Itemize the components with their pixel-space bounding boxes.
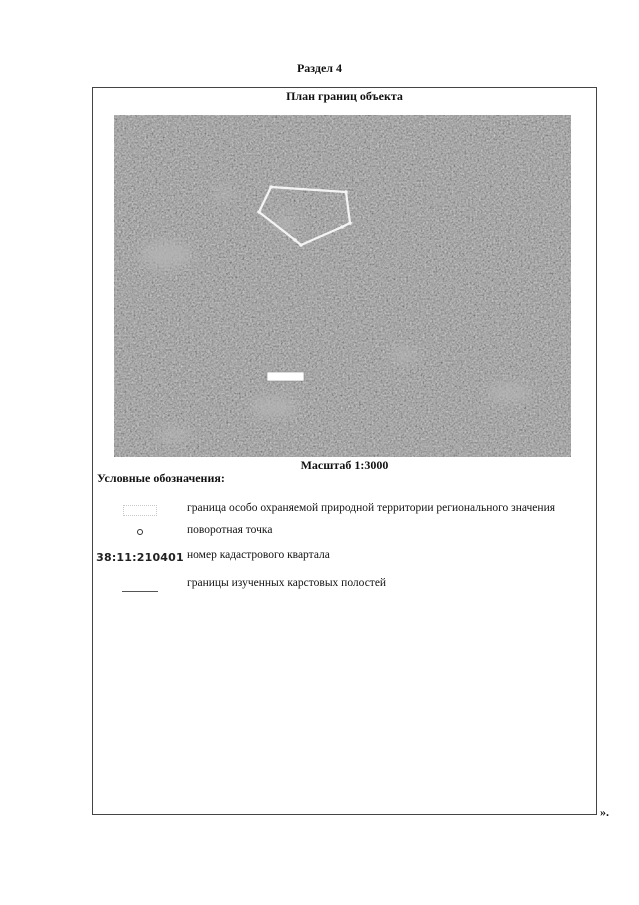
map-scale: Масштаб 1:3000 [300, 458, 389, 472]
legend-item-turning-point [92, 522, 582, 542]
legend-item-quarter-number [92, 547, 582, 567]
legend-label: граница особо охраняемой природной территории регионального значения [187, 502, 556, 514]
legend-label: номер кадастрового квартала [187, 549, 330, 561]
karst-line-symbol [100, 575, 180, 595]
quarter-number-symbol [96, 547, 184, 567]
turning-point [257, 210, 261, 214]
solid-line-icon [122, 591, 158, 592]
closing-mark: ». [600, 805, 609, 819]
turning-point [344, 190, 348, 194]
turning-point [299, 243, 303, 247]
satellite-map [114, 115, 571, 457]
turning-point [269, 185, 273, 189]
legend-item-karst [92, 575, 582, 595]
circle-point-icon [137, 529, 143, 535]
quarter-label-box [267, 372, 304, 381]
quarter-number-sample: 38:11:210401 [96, 550, 184, 564]
dotted-boundary-icon [123, 505, 157, 516]
boundary-line-symbol [100, 500, 180, 520]
legend-item-boundary [92, 500, 582, 520]
legend-label: поворотная точка [187, 524, 273, 536]
legend-label: границы изученных карстовых полостей [187, 577, 387, 589]
turning-point [348, 221, 352, 225]
turning-point [293, 238, 297, 242]
forest-texture [114, 115, 571, 457]
section-title: Раздел 4 [296, 61, 343, 75]
turning-point-symbol [100, 522, 180, 542]
legend-title: Условные обозначения: [97, 471, 225, 485]
turning-point [340, 225, 344, 229]
plan-title: План границ объекта [286, 89, 403, 103]
